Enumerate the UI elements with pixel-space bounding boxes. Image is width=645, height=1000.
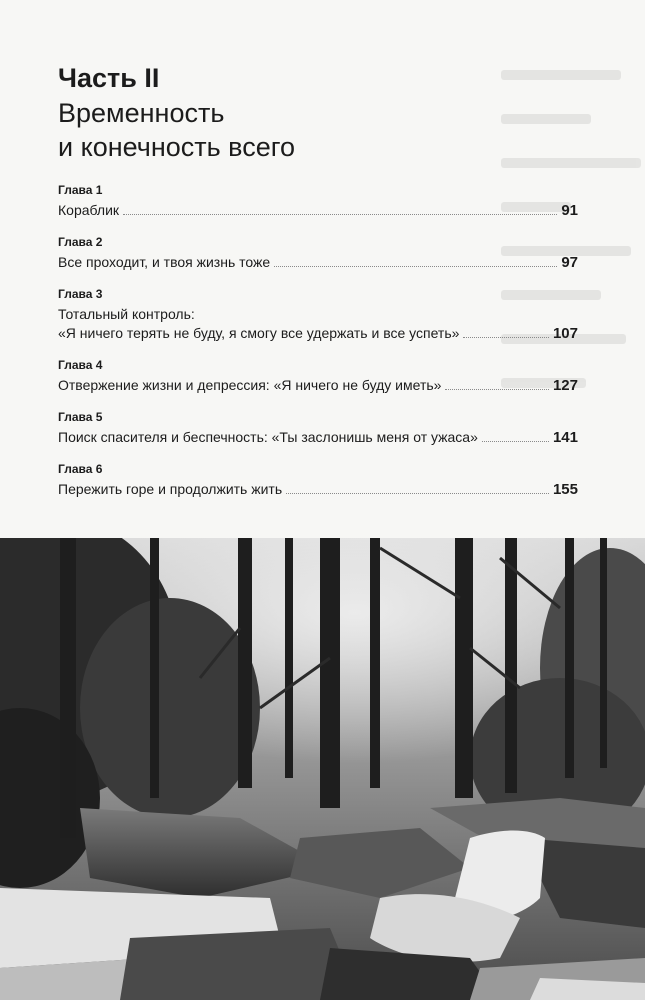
toc-entry-chapter-2 (58, 234, 578, 272)
dotted-leader (463, 325, 549, 338)
chapter-title: «Я ничего терять не буду, я смогу все удержать и все успеть» (58, 325, 460, 341)
forest-stream-photo (0, 538, 645, 1000)
chapter-row (58, 376, 578, 395)
dotted-leader (286, 481, 549, 494)
chapter-label: Глава 6 (58, 462, 103, 476)
dotted-leader (445, 377, 549, 390)
chapter-row (58, 428, 578, 447)
part-title-line-1: Временность (58, 98, 225, 128)
chapter-label: Глава 5 (58, 410, 103, 424)
chapter-row (58, 253, 578, 272)
chapter-page-number: 155 (552, 481, 578, 498)
toc-entry-chapter-3 (58, 286, 578, 343)
toc-entry-chapter-1 (58, 182, 578, 220)
chapter-label: Глава 3 (58, 287, 103, 301)
chapter-title: Пережить горе и продолжить жить (58, 481, 283, 497)
chapter-title: Все проходит, и твоя жизнь тоже (58, 254, 271, 270)
chapter-label: Глава 2 (58, 235, 103, 249)
chapter-row (58, 324, 578, 343)
chapter-page-number: 97 (561, 254, 578, 271)
chapter-page-number: 141 (552, 429, 578, 446)
chapter-title-line-1: Тотальный контроль: (58, 306, 195, 322)
chapter-row (58, 201, 578, 220)
chapter-page-number: 127 (552, 377, 578, 394)
table-of-contents (58, 62, 578, 513)
chapter-title: Отвержение жизни и депрессия: «Я ничего не буду иметь» (58, 377, 442, 393)
chapter-row (58, 480, 578, 499)
dotted-leader (274, 254, 557, 267)
chapter-page-number: 91 (561, 202, 578, 219)
dotted-leader (123, 202, 557, 215)
toc-entry-chapter-6 (58, 461, 578, 499)
chapter-page-number: 107 (552, 325, 578, 342)
chapter-label: Глава 1 (58, 183, 103, 197)
part-number: Часть II (58, 63, 160, 93)
dotted-leader (482, 429, 549, 442)
part-title (58, 96, 578, 164)
toc-entry-chapter-4 (58, 357, 578, 395)
part-title-line-2: и конечность всего (58, 132, 296, 162)
chapter-title: Поиск спасителя и беспечность: «Ты заслонишь меня от ужаса» (58, 429, 478, 445)
toc-entry-chapter-5 (58, 409, 578, 447)
chapter-title: Кораблик (58, 202, 120, 218)
chapter-label: Глава 4 (58, 358, 103, 372)
